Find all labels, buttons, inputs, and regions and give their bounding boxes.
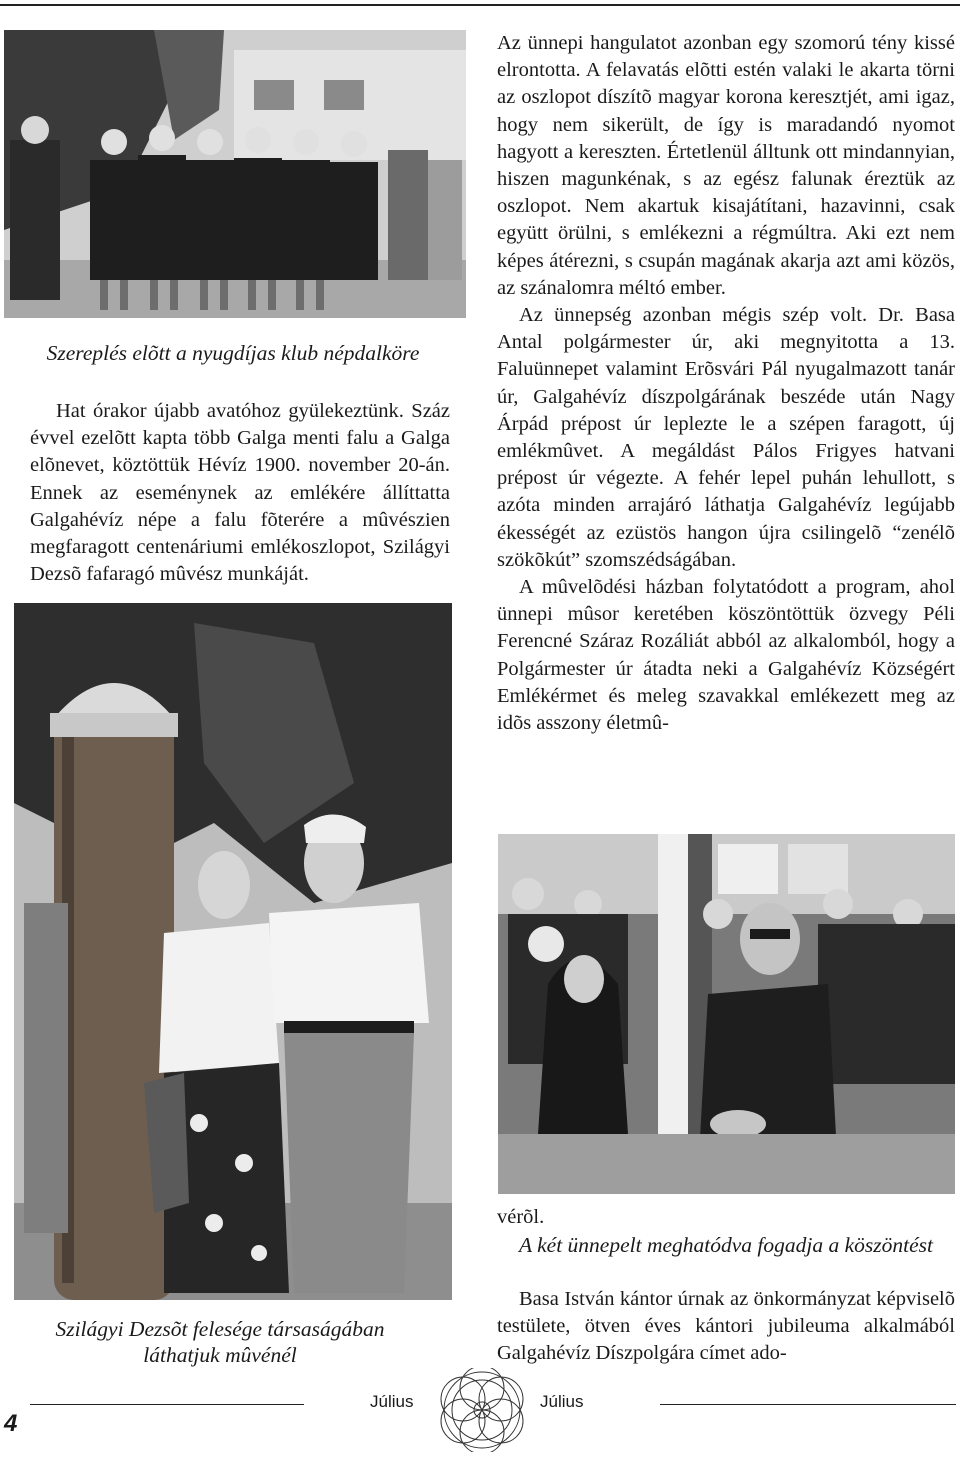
photo-choir	[4, 30, 466, 318]
photo-celebrants	[498, 834, 955, 1194]
caption-monument-line2: láthatjuk mûvénél	[143, 1343, 297, 1367]
right-column-tail	[497, 1204, 955, 1231]
page-number: 4	[4, 1410, 18, 1437]
caption-monument-line1: Szilágyi Dezsõt felesége társaságában	[55, 1317, 385, 1341]
caption-choir: Szereplés elõtt a nyugdíjas klub népdalköre	[46, 341, 420, 365]
right-column-body	[497, 30, 955, 737]
right-paragraph-1: Az ünnepi hangulatot azonban egy szomorú tény kissé elrontotta. A felavatás elõtti estén valaki le akarta törni az oszlopot díszítõ magyar korona keresztjét, ami igaz, hogy nem sikerült, de így is maradandó nyomot hagyott a kereszten. Értetlenül álltunk ott mindannyian, hiszen magunkénak, s az egész falunak éreztük az oszlopot. Nem akartuk kisajátítani, hazavinni, csak együtt örülni, s emlékezni a régmúltra. Aki ezt nem képes átérezni, s csupán magának akarja azt ami közös, az szánalomra méltó ember.	[497, 32, 955, 299]
right-paragraph-3-tail: vérõl.	[497, 1206, 545, 1228]
top-rule	[0, 4, 960, 6]
footer-month-left: Július	[370, 1392, 414, 1411]
caption-celebrants: A két ünnepelt meghatódva fogadja a köszöntést	[518, 1233, 933, 1257]
footer-rule-right	[660, 1404, 956, 1405]
footer-month-right: Július	[540, 1392, 584, 1411]
rosette-ornament-icon	[440, 1368, 524, 1452]
right-paragraph-3: A mûvelõdési házban folytatódott a program, ahol ünnepi mûsor keretében köszöntöttük özvegy Péli Ferencné Száraz Rozáliát abból az alkalomból, hogy a Polgármester úr átadta neki a Galgahévíz Községért Emlékérmet és meleg szavakkal emlékezett meg az idõs asszony életmû-	[497, 576, 955, 735]
right-paragraph-2: Az ünnepség azonban mégis szép volt. Dr. Basa Antal polgármester úr, aki megnyitotta a 13. Faluünnepet valamint Erõsvári Pál nyugalmazott tanár úr, Galgahévíz díszpolgárának beszéde után Nagy Árpád prépost úr leplezte le a szépen faragott, új emlékmûvet. A megáldást Pálos Frigyes hatvani prépost úr végezte. A fehér lepel puhán lehullott, s azóta minden arrajáró láthatja Galgahévíz legújabb ékességét az ezüstös hangon újra csilingelõ “zenélõ szökõkút” szomszédságában.	[497, 304, 955, 571]
footer-rule-left	[30, 1404, 304, 1405]
right-column-basa	[497, 1286, 955, 1368]
photo-monument	[14, 603, 452, 1300]
right-paragraph-4: Basa István kántor úrnak az önkormányzat képviselõ testülete, ötven éves kántori jubileuma alkalmából Galgahévíz Díszpolgára címet ado-	[497, 1288, 955, 1365]
left-paragraph: Hat órakor újabb avatóhoz gyülekeztünk. Száz évvel ezelõtt kapta több Galga menti falu a Galga elõnevet, köztöttük Hévíz 1900. november 20-án. Ennek az eseménynek az emlékére állíttatta Galgahévíz népe a falu fõterére a mûvészien megfaragott centenáriumi emlékoszlopot, Szilágyi Dezsõ fafaragó mûvész munkáját.	[30, 400, 450, 586]
